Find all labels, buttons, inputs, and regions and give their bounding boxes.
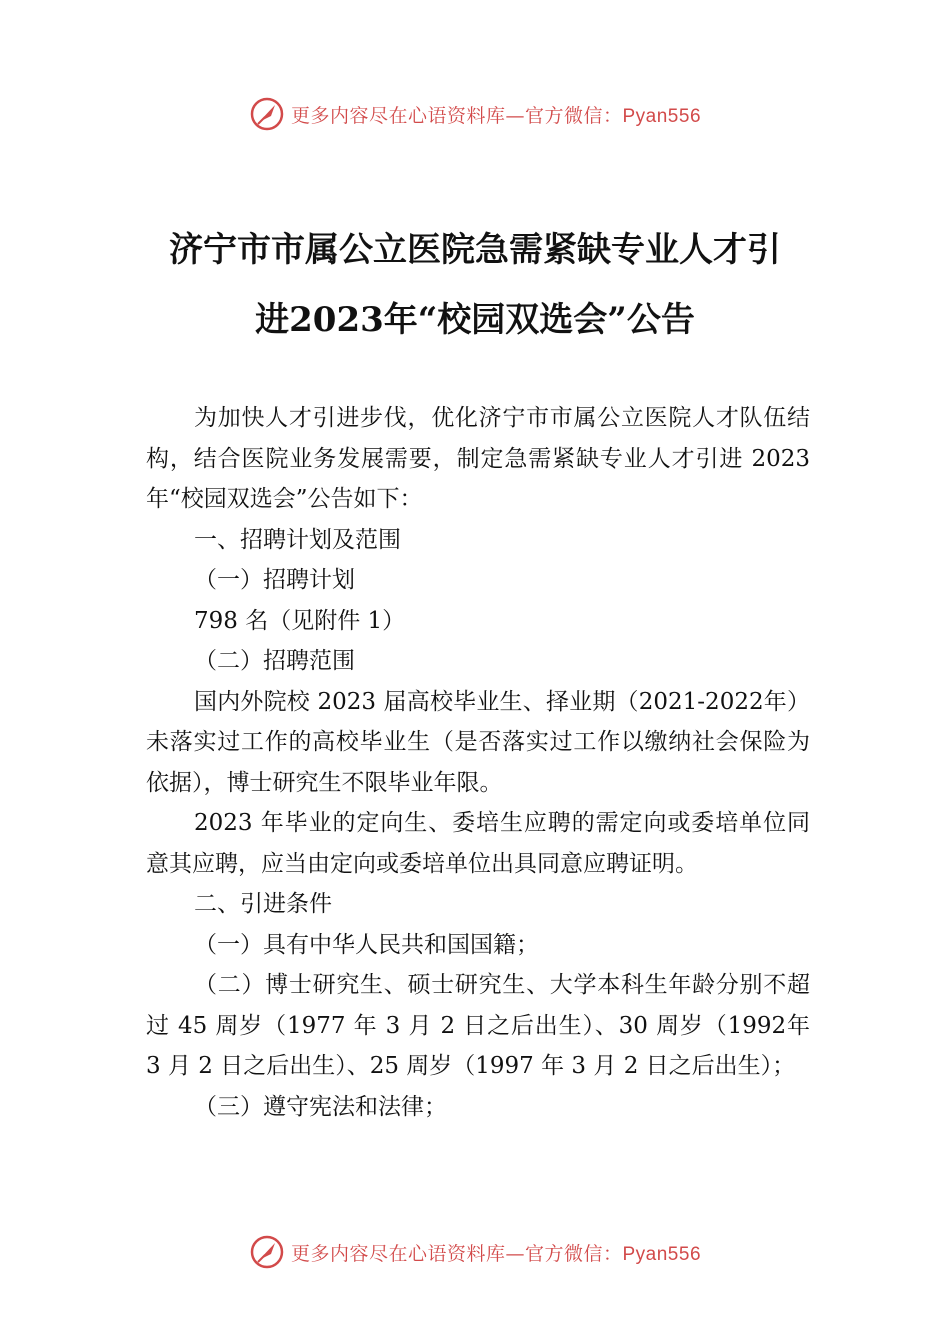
quill-seal-icon xyxy=(249,1234,285,1270)
watermark-wechat-id: Pyan556 xyxy=(622,105,702,127)
condition-nationality: （一）具有中华人民共和国国籍； xyxy=(194,931,539,958)
watermark-text: 更多内容尽在心语资料库—官方微信：Pyan556 xyxy=(290,104,702,127)
condition-age: （二）博士研究生、硕士研究生、大学本科生年龄分别不超过 45 周岁（1977 年 3 月 2 日之后出生）、30 周岁（1992年 3 月 2 日之后出生）、25 周岁（1997 年 3 月 2 日之后出生）； xyxy=(146,972,810,1079)
paragraph-plan-count: 798 名（见附件 1） xyxy=(194,607,406,634)
quill-seal-icon xyxy=(249,96,285,132)
heading-section-2: 二、引进条件 xyxy=(194,891,332,917)
watermark-text: 更多内容尽在心语资料库—官方微信：Pyan556 xyxy=(290,1242,702,1265)
document-body xyxy=(146,398,810,1127)
watermark-header xyxy=(0,94,950,134)
paragraph-directed-students: 2023 年毕业的定向生、委培生应聘的需定向或委培单位同意其应聘，应当由定向或委培单位出具同意应聘证明。 xyxy=(146,810,810,877)
document-title-line-1: 济宁市市属公立医院急需紧缺专业人才引 xyxy=(169,230,781,270)
watermark-wechat-id: Pyan556 xyxy=(622,1243,702,1265)
condition-law: （三）遵守宪法和法律； xyxy=(194,1093,447,1120)
subheading-plan: （一）招聘计划 xyxy=(194,567,355,593)
paragraph-intro: 为加快人才引进步伐，优化济宁市市属公立医院人才队伍结构，结合医院业务发展需要，制定急需紧缺专业人才引进 2023 年“校园双选会”公告如下： xyxy=(146,405,810,512)
subheading-scope: （二）招聘范围 xyxy=(194,648,355,674)
paragraph-scope: 国内外院校 2023 届高校毕业生、择业期（2021-2022年） 未落实过工作的高校毕业生（是否落实过工作以缴纳社会保险为依据），博士研究生不限毕业年限。 xyxy=(146,688,810,796)
heading-section-1: 一、招聘计划及范围 xyxy=(194,526,401,553)
document-title-line-2: 进2023年“校园双选会”公告 xyxy=(255,300,695,340)
watermark-footer xyxy=(0,1232,950,1272)
